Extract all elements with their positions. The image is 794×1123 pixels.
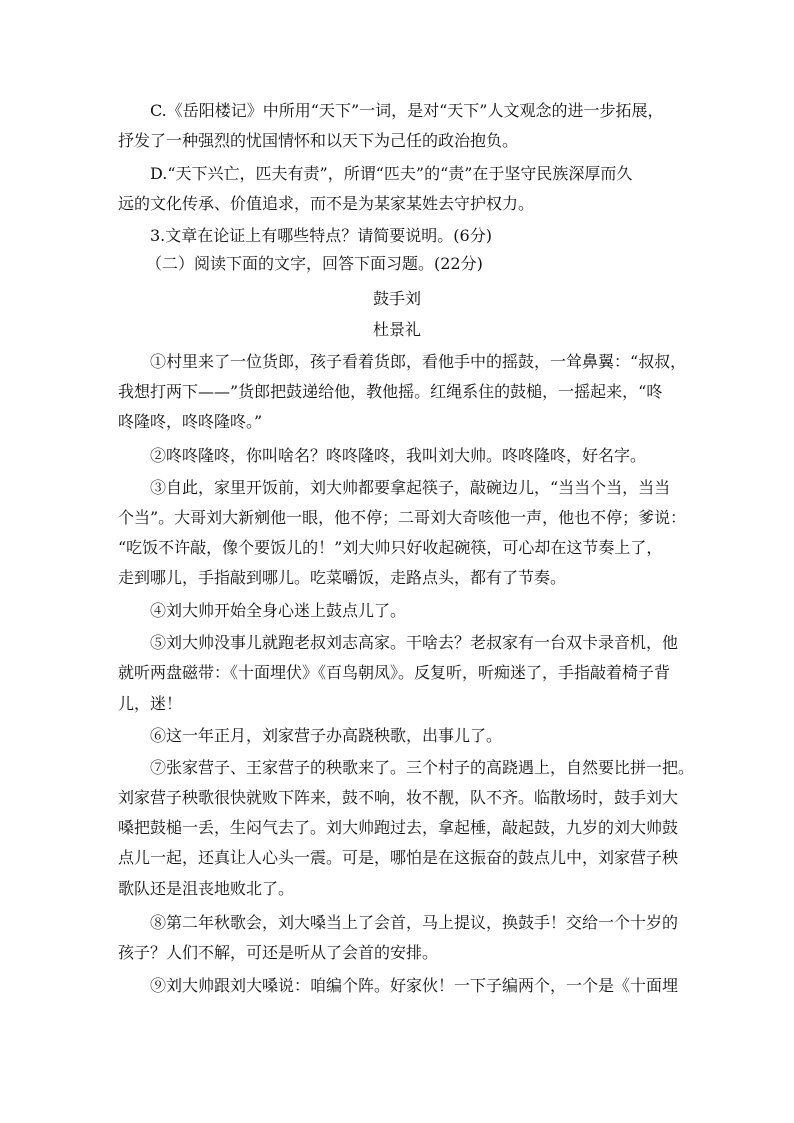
para-7-line-2: 刘家营子秧歌很快就败下阵来，鼓不响，妆不靓，队不齐。临散场时，鼓手刘大 [118,788,679,807]
option-c-line-2: 抒发了一种强烈的忧国情怀和以天下为己任的政治抱负。 [118,131,519,150]
option-d-line-1: D.“天下兴亡，匹夫有责”，所谓“匹夫”的“责”在于坚守民族深厚而久 [150,164,633,183]
para-8-line-1: ⑧第二年秋歌会，刘大嗓当上了会首，马上提议，换鼓手！交给一个十岁的 [150,913,679,932]
para-7-line-4: 点儿一起，还真让人心头一震。可是，哪怕是在这振奋的鼓点儿中，刘家营子秧 [118,848,679,867]
article-author: 杜景礼 [372,320,421,339]
para-6: ⑥这一年正月，刘家营子办高跷秧歌，出事儿了。 [150,726,503,745]
para-9-line-1: ⑨刘大帅跟刘大嗓说：咱编个阵。好家伙！一下子编两个，一个是《十面埋 [150,976,679,995]
para-1-line-3: 咚隆咚，咚咚隆咚。” [118,412,263,431]
para-7-line-5: 歌队还是沮丧地败北了。 [118,879,295,898]
section-2-heading: （二）阅读下面的文字，回答下面习题。(22分) [146,254,483,273]
para-3-line-2: 个当”。大哥刘大新剜他一眼，他不停；二哥刘大奇咳他一声，他也不停；爹说： [118,508,687,527]
para-7-line-3: 嗓把鼓槌一丢，生闷气去了。刘大帅跑过去，拿起棰，敲起鼓，九岁的刘大帅鼓 [118,818,679,837]
para-5-line-1: ⑤刘大帅没事儿就跑老叔刘志高家。干啥去？老叔家有一台双卡录音机，他 [150,633,679,652]
para-1-line-2: 我想打两下——”货郎把鼓递给他，教他摇。红绳系住的鼓槌，一摇起来，“咚 [118,382,663,401]
option-c-line-1: C.《岳阳楼记》中所用“天下”一词，是对“天下”人文观念的进一步拓展， [150,101,664,120]
para-1-line-1: ①村里来了一位货郎，孩子看着货郎，看他手中的摇鼓，一耸鼻翼：“叔叔， [150,352,687,371]
article-title: 鼓手刘 [372,289,421,308]
para-8-line-2: 孩子？人们不解，可还是听从了会首的安排。 [118,943,439,962]
para-3-line-3: “吃饭不许敲，像个要饭儿的！”刘大帅只好收起碗筷，可心却在这节奏上了， [118,538,663,557]
para-2: ②咚咚隆咚，你叫啥名？咚咚隆咚，我叫刘大帅。咚咚隆咚，好名字。 [150,446,647,465]
question-3: 3.文章在论证上有哪些特点？请简要说明。(6分) [150,226,492,245]
para-3-line-4: 走到哪儿，手指敲到哪儿。吃菜嚼饭，走路点头，都有了节奏。 [118,568,567,587]
option-d-line-2: 远的文化传承、价值追求，而不是为某家某姓去守护权力。 [118,194,535,213]
para-5-line-2: 就听两盘磁带：《十面埋伏》《百鸟朝凤》。反复听，听痴迷了，手指敲着椅子背 [118,663,671,682]
para-3-line-1: ③自此，家里开饭前，刘大帅都要拿起筷子，敲碗边儿，“当当个当，当当 [150,478,671,497]
para-5-line-3: 儿，迷！ [118,694,183,713]
para-7-line-1: ⑦张家营子、王家营子的秧歌来了。三个村子的高跷遇上，自然要比拼一把。 [150,758,695,777]
para-4: ④刘大帅开始全身心迷上鼓点儿了。 [150,601,407,620]
